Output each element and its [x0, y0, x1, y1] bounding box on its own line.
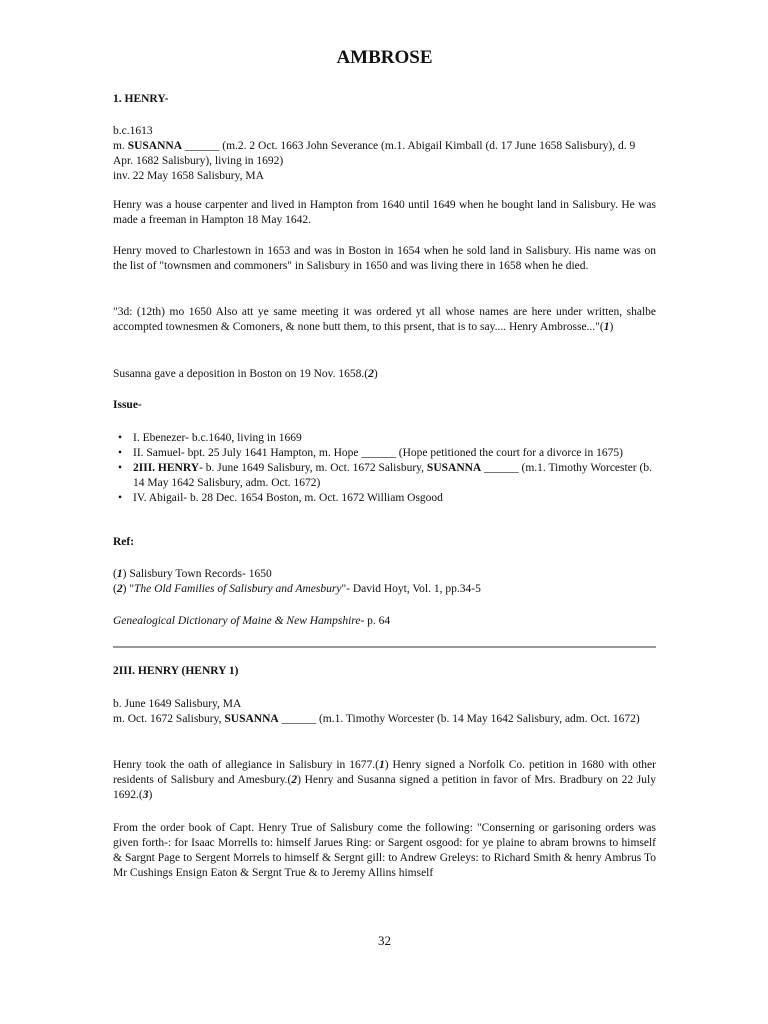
- paragraph-charlestown: Henry moved to Charlestown in 1653 and was in Boston in 1654 when he sold land in Salisbury. His name was on the list of "townsmen and commoners" in Salisbury in 1650 and was living there in 1658 when he died.: [113, 245, 656, 272]
- footnote-ref: 1: [378, 759, 385, 771]
- list-item: [113, 431, 656, 446]
- quote-text: "3d: (12th) mo 1650 Also att ye same meeting it was ordered yt all whose names are here under written, shalbe accompted townesmen & Comoners, & none butt them, to this prsent, that is to say.... Henry Ambrosse..."(: [113, 306, 656, 333]
- paragraph-town-meeting-quote: [113, 305, 656, 335]
- issue-text: IV. Abigail- b. 28 Dec. 1654 Boston, m. Oct. 1672 William Osgood: [133, 492, 443, 504]
- deposition-text: Susanna gave a deposition in Boston on 19 Nov. 1658.(: [113, 368, 369, 380]
- paragraph-oath: [113, 758, 656, 803]
- reference-title: The Old Families of Salisbury and Amesbury: [134, 583, 342, 595]
- quote-close: ): [609, 321, 614, 333]
- reference-text: Salisbury Town Records- 1650: [126, 568, 272, 580]
- section-divider: [113, 646, 656, 648]
- reference-item: (1) Salisbury Town Records- 1650: [113, 568, 272, 580]
- footnote-ref: 2: [368, 368, 374, 380]
- reference-item: (2) "The Old Families of Salisbury and Amesbury"- David Hoyt, Vol. 1, pp.34-5: [113, 583, 481, 595]
- paragraph-text: ): [148, 789, 153, 801]
- bullet-icon: •: [118, 447, 123, 459]
- reference-citation: - p. 64: [360, 615, 391, 627]
- issue-text: - b. June 1649 Salisbury, m. Oct. 1672 Salisbury,: [199, 462, 427, 474]
- section-heading-henry: 1. HENRY-: [113, 93, 169, 105]
- page-number: 32: [378, 933, 391, 948]
- marriage-prefix: m.: [113, 140, 128, 152]
- birth-line: b. June 1649 Salisbury, MA: [113, 698, 242, 710]
- reference-title: Genealogical Dictionary of Maine & New Hampshire: [113, 615, 361, 627]
- list-item: [113, 491, 656, 506]
- paragraph-deposition: [113, 367, 656, 382]
- spouse-name: SUSANNA: [426, 462, 482, 474]
- bullet-icon: •: [118, 432, 123, 444]
- issue-text: I. Ebenezer- b.c.1640, living in 1669: [133, 432, 302, 444]
- ref-heading: Ref:: [113, 536, 135, 548]
- reference-citation: "- David Hoyt, Vol. 1, pp.34-5: [341, 583, 481, 595]
- list-item: [113, 461, 656, 491]
- footnote-ref: 3: [142, 789, 149, 801]
- extra-reference: [113, 614, 656, 629]
- footnote-ref: 2: [291, 774, 298, 786]
- issue-text: ______ (m.1. Timothy Worcester (b. 14 May 1642 Salisbury, adm. Oct. 1672): [133, 462, 652, 489]
- paragraph-text: ) Henry and Susanna signed a petition in favor of Mrs. Bradbury on 22 July 1692.(: [113, 774, 656, 801]
- inventory-line: inv. 22 May 1658 Salisbury, MA: [113, 170, 264, 182]
- footnote-ref: 1: [603, 321, 610, 333]
- section-heading-henry-2iii: 2III. HENRY (HENRY 1): [113, 665, 239, 677]
- birth-line: b.c.1613: [113, 125, 153, 137]
- spouse-name: SUSANNA: [127, 140, 183, 152]
- reference-text: ": [126, 583, 135, 595]
- bullet-icon: •: [118, 492, 123, 504]
- issue-list: [113, 431, 656, 506]
- deposition-close: ): [373, 368, 378, 380]
- reference-number: 2: [116, 583, 123, 595]
- marriage-prefix: m. Oct. 1672 Salisbury,: [113, 713, 225, 725]
- bullet-icon: •: [118, 462, 123, 474]
- paragraph-carpenter: Henry was a house carpenter and lived in Hampton from 1640 until 1649 when he bought land in Salisbury. He was made a freeman in Hampton 18 May 1642.: [113, 199, 656, 226]
- reference-number: 1: [116, 568, 123, 580]
- henry-2iii-vitals: [113, 697, 656, 727]
- page-title: AMBROSE: [336, 47, 433, 68]
- references-list: [113, 567, 656, 597]
- spouse-name: SUSANNA: [224, 713, 279, 725]
- issue-text: II. Samuel- bpt. 25 July 1641 Hampton, m. Hope ______ (Hope petitioned the court for a divorce in 1675): [133, 447, 623, 459]
- marriage-details: ______ (m.1. Timothy Worcester (b. 14 May 1642 Salisbury, adm. Oct. 1672): [278, 713, 640, 725]
- marriage-details: ______ (m.2. 2 Oct. 1663 John Severance (m.1. Abigail Kimball (d. 17 June 1658 Salisbury), d. 9 Apr. 1682 Salisbury), living in 1692): [113, 140, 636, 167]
- paragraph-text: Henry took the oath of allegiance in Salisbury in 1677.(: [113, 759, 379, 771]
- paragraph-order-book: From the order book of Capt. Henry True of Salisbury come the following: "Conserning or garisoning orders was given forth-: for Isaac Morrells to: himself Jarues Ring: or Sargent osgood: for ye plaine to abram browns to himself & Sargnt Page to Sergent Morrels to himself & Sergnt gill: to Andrew Greleys: to Richard Smith & henry Ambrus To Mr Cushings Ensign Eaton & Sergnt True & to Jeremy Allins himself: [113, 822, 656, 879]
- henry-vitals: [113, 124, 656, 184]
- marriage-line: [113, 712, 656, 727]
- issue-name: 2III. HENRY: [133, 462, 200, 474]
- paragraph-text: ) Henry signed a Norfolk Co. petition in 1680 with other residents of Salisbury and Amesbury.(: [113, 759, 656, 786]
- list-item: [113, 446, 656, 461]
- marriage-line: [113, 139, 656, 169]
- issue-heading: Issue-: [113, 399, 142, 411]
